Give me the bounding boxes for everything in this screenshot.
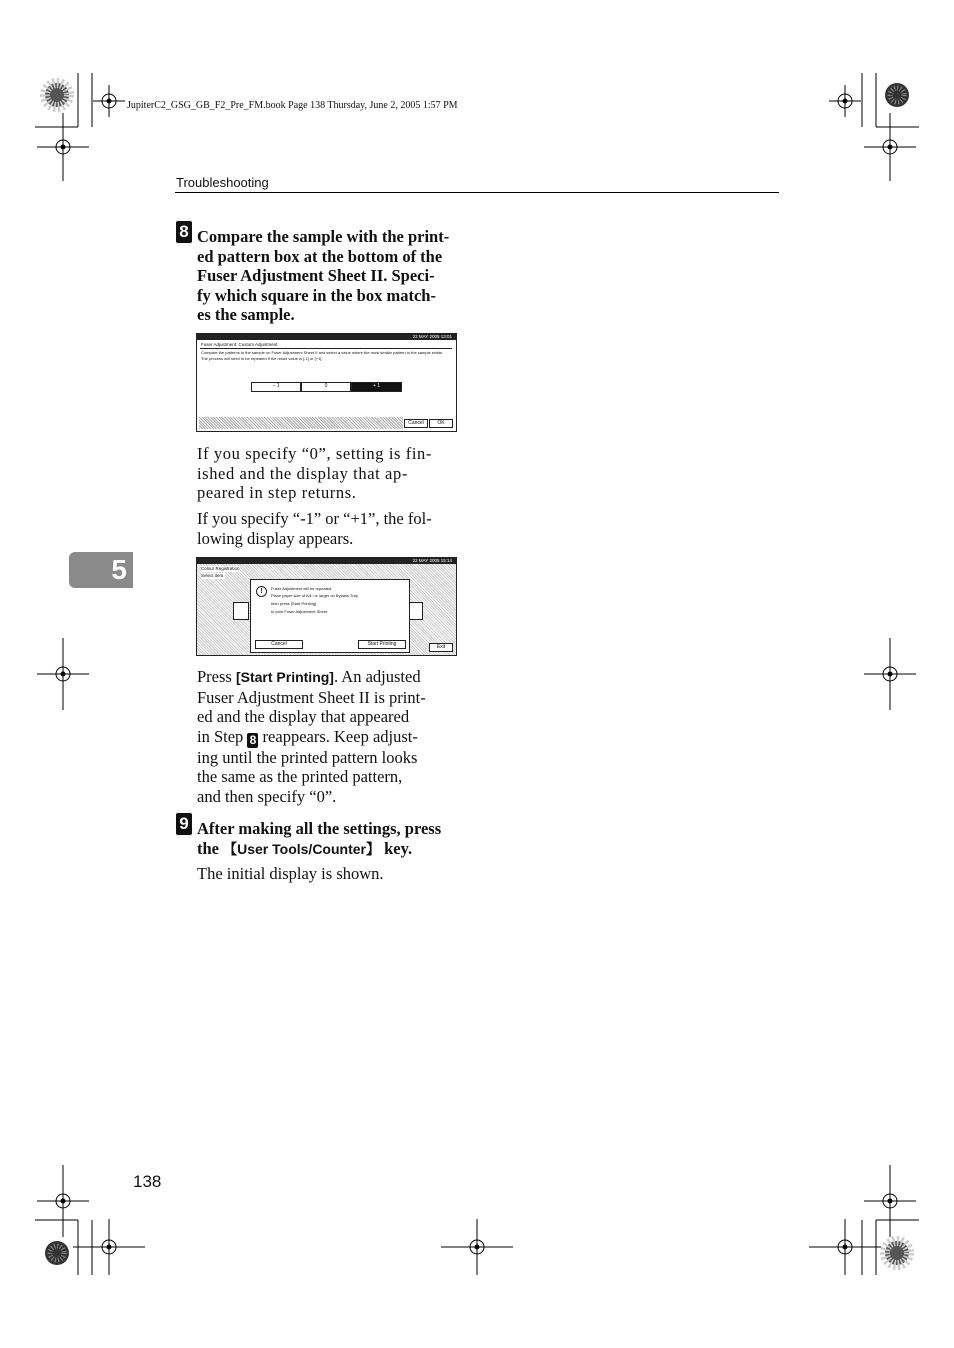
text-fragment: in Step <box>197 726 248 746</box>
instruction-line: The process will need to be repeated if the result value is [-1] or [+1]. <box>201 356 323 361</box>
screen-title: Fuser Adjustment: Custom Adjustment <box>201 342 278 347</box>
step-8-title <box>197 227 461 325</box>
ok-button[interactable]: OK <box>429 419 453 428</box>
inline-step-badge: 8 <box>247 733 258 748</box>
alert-icon: ! <box>256 586 267 597</box>
screen-subtitle: Select item. <box>201 573 225 578</box>
text-line: Fuser Adjustment Sheet II is print- <box>197 687 426 707</box>
start-printing-key-label: [Start Printing] <box>235 669 334 685</box>
text-line: ing until the printed pattern looks <box>197 747 418 767</box>
header-rule <box>175 192 779 193</box>
start-printing-button[interactable]: Start Printing <box>358 640 406 649</box>
step-8-title-line: es the sample. <box>197 305 295 324</box>
dialog-message: Fuser Adjustment will be repeated. <box>271 586 333 591</box>
text-line: lowing display appears. <box>197 528 354 548</box>
step-9-title <box>197 819 467 859</box>
option-minus-one-button[interactable]: − 1 <box>251 382 301 392</box>
para-specify-one <box>197 509 461 548</box>
screen-title: Colour Registration <box>201 566 240 571</box>
fuser-adjustment-screen <box>196 333 457 432</box>
text-line: peared in step returns. <box>197 483 357 502</box>
text-line <box>197 667 461 688</box>
text-fragment: . An adjusted <box>333 667 421 686</box>
text-line <box>197 727 461 748</box>
text-line: the same as the printed pattern, <box>197 767 403 786</box>
step-9-title-line <box>197 839 467 860</box>
step-8-title-line: fy which square in the box match- <box>197 285 436 305</box>
dialog-message: to print Fuser Adjustment Sheet. <box>271 609 329 614</box>
text-fragment: Press <box>197 667 236 686</box>
book-meta: JupiterC2_GSG_GB_F2_Pre_FM.book Page 138 Thursday, June 2, 2005 1:57 PM <box>127 100 458 111</box>
para-specify-zero <box>197 444 461 503</box>
text-line: and then specify “0”. <box>197 786 337 806</box>
text-fragment: reappears. Keep adjust- <box>258 726 418 746</box>
colour-registration-screen <box>196 557 457 656</box>
step-9-title-line: After making all the settings, press <box>197 819 442 838</box>
step-8-title-line: Fuser Adjustment Sheet II. Speci- <box>197 266 435 285</box>
option-zero-button[interactable]: 0 <box>301 382 351 392</box>
text-line: ished and the display that ap- <box>197 463 408 483</box>
step-8-badge: 8 <box>176 221 192 243</box>
bottom-pattern <box>199 417 403 429</box>
para-press-start <box>197 667 461 806</box>
status-bar: 22 MAY 2005 15:14 <box>197 558 456 564</box>
title-divider <box>200 348 452 349</box>
text-line: If you specify “-1” or “+1”, the fol- <box>197 509 432 528</box>
cancel-button[interactable]: Cancel <box>404 419 428 428</box>
step-9-body: The initial display is shown. <box>197 864 384 883</box>
step-8-title-line: ed pattern box at the bottom of the <box>197 246 443 266</box>
user-tools-key-label: 【User Tools/Counter】 <box>223 840 380 857</box>
text-fragment: the <box>197 838 224 858</box>
hidden-item-box <box>233 602 249 620</box>
section-title: Troubleshooting <box>176 175 269 190</box>
exit-button[interactable]: Exit <box>429 643 453 652</box>
dialog-message: then press [Start Printing] <box>271 601 317 606</box>
status-bar: 22 MAY 2005 13:01 <box>197 334 456 340</box>
step-8-title-line: Compare the sample with the print- <box>197 227 450 246</box>
dialog-message: Place paper size of A4□ or larger on Bypass Tray, <box>271 593 359 598</box>
text-line: If you specify “0”, setting is fin- <box>197 444 432 463</box>
cancel-button[interactable]: Cancel <box>255 640 303 649</box>
confirm-dialog <box>250 579 410 653</box>
page-number: 138 <box>133 1172 162 1191</box>
hidden-item-box <box>409 602 423 620</box>
chapter-tab: 5 <box>69 552 133 588</box>
text-fragment: key. <box>380 838 413 858</box>
option-plus-one-button[interactable]: + 1 <box>351 382 402 392</box>
instruction-line: Compare the patterns to the sample on Fuser Adjustment Sheet II and select a value where the most similar pattern to the sample exists. <box>201 350 444 355</box>
step-9-badge: 9 <box>176 813 192 835</box>
text-line: ed and the display that appeared <box>197 707 410 726</box>
